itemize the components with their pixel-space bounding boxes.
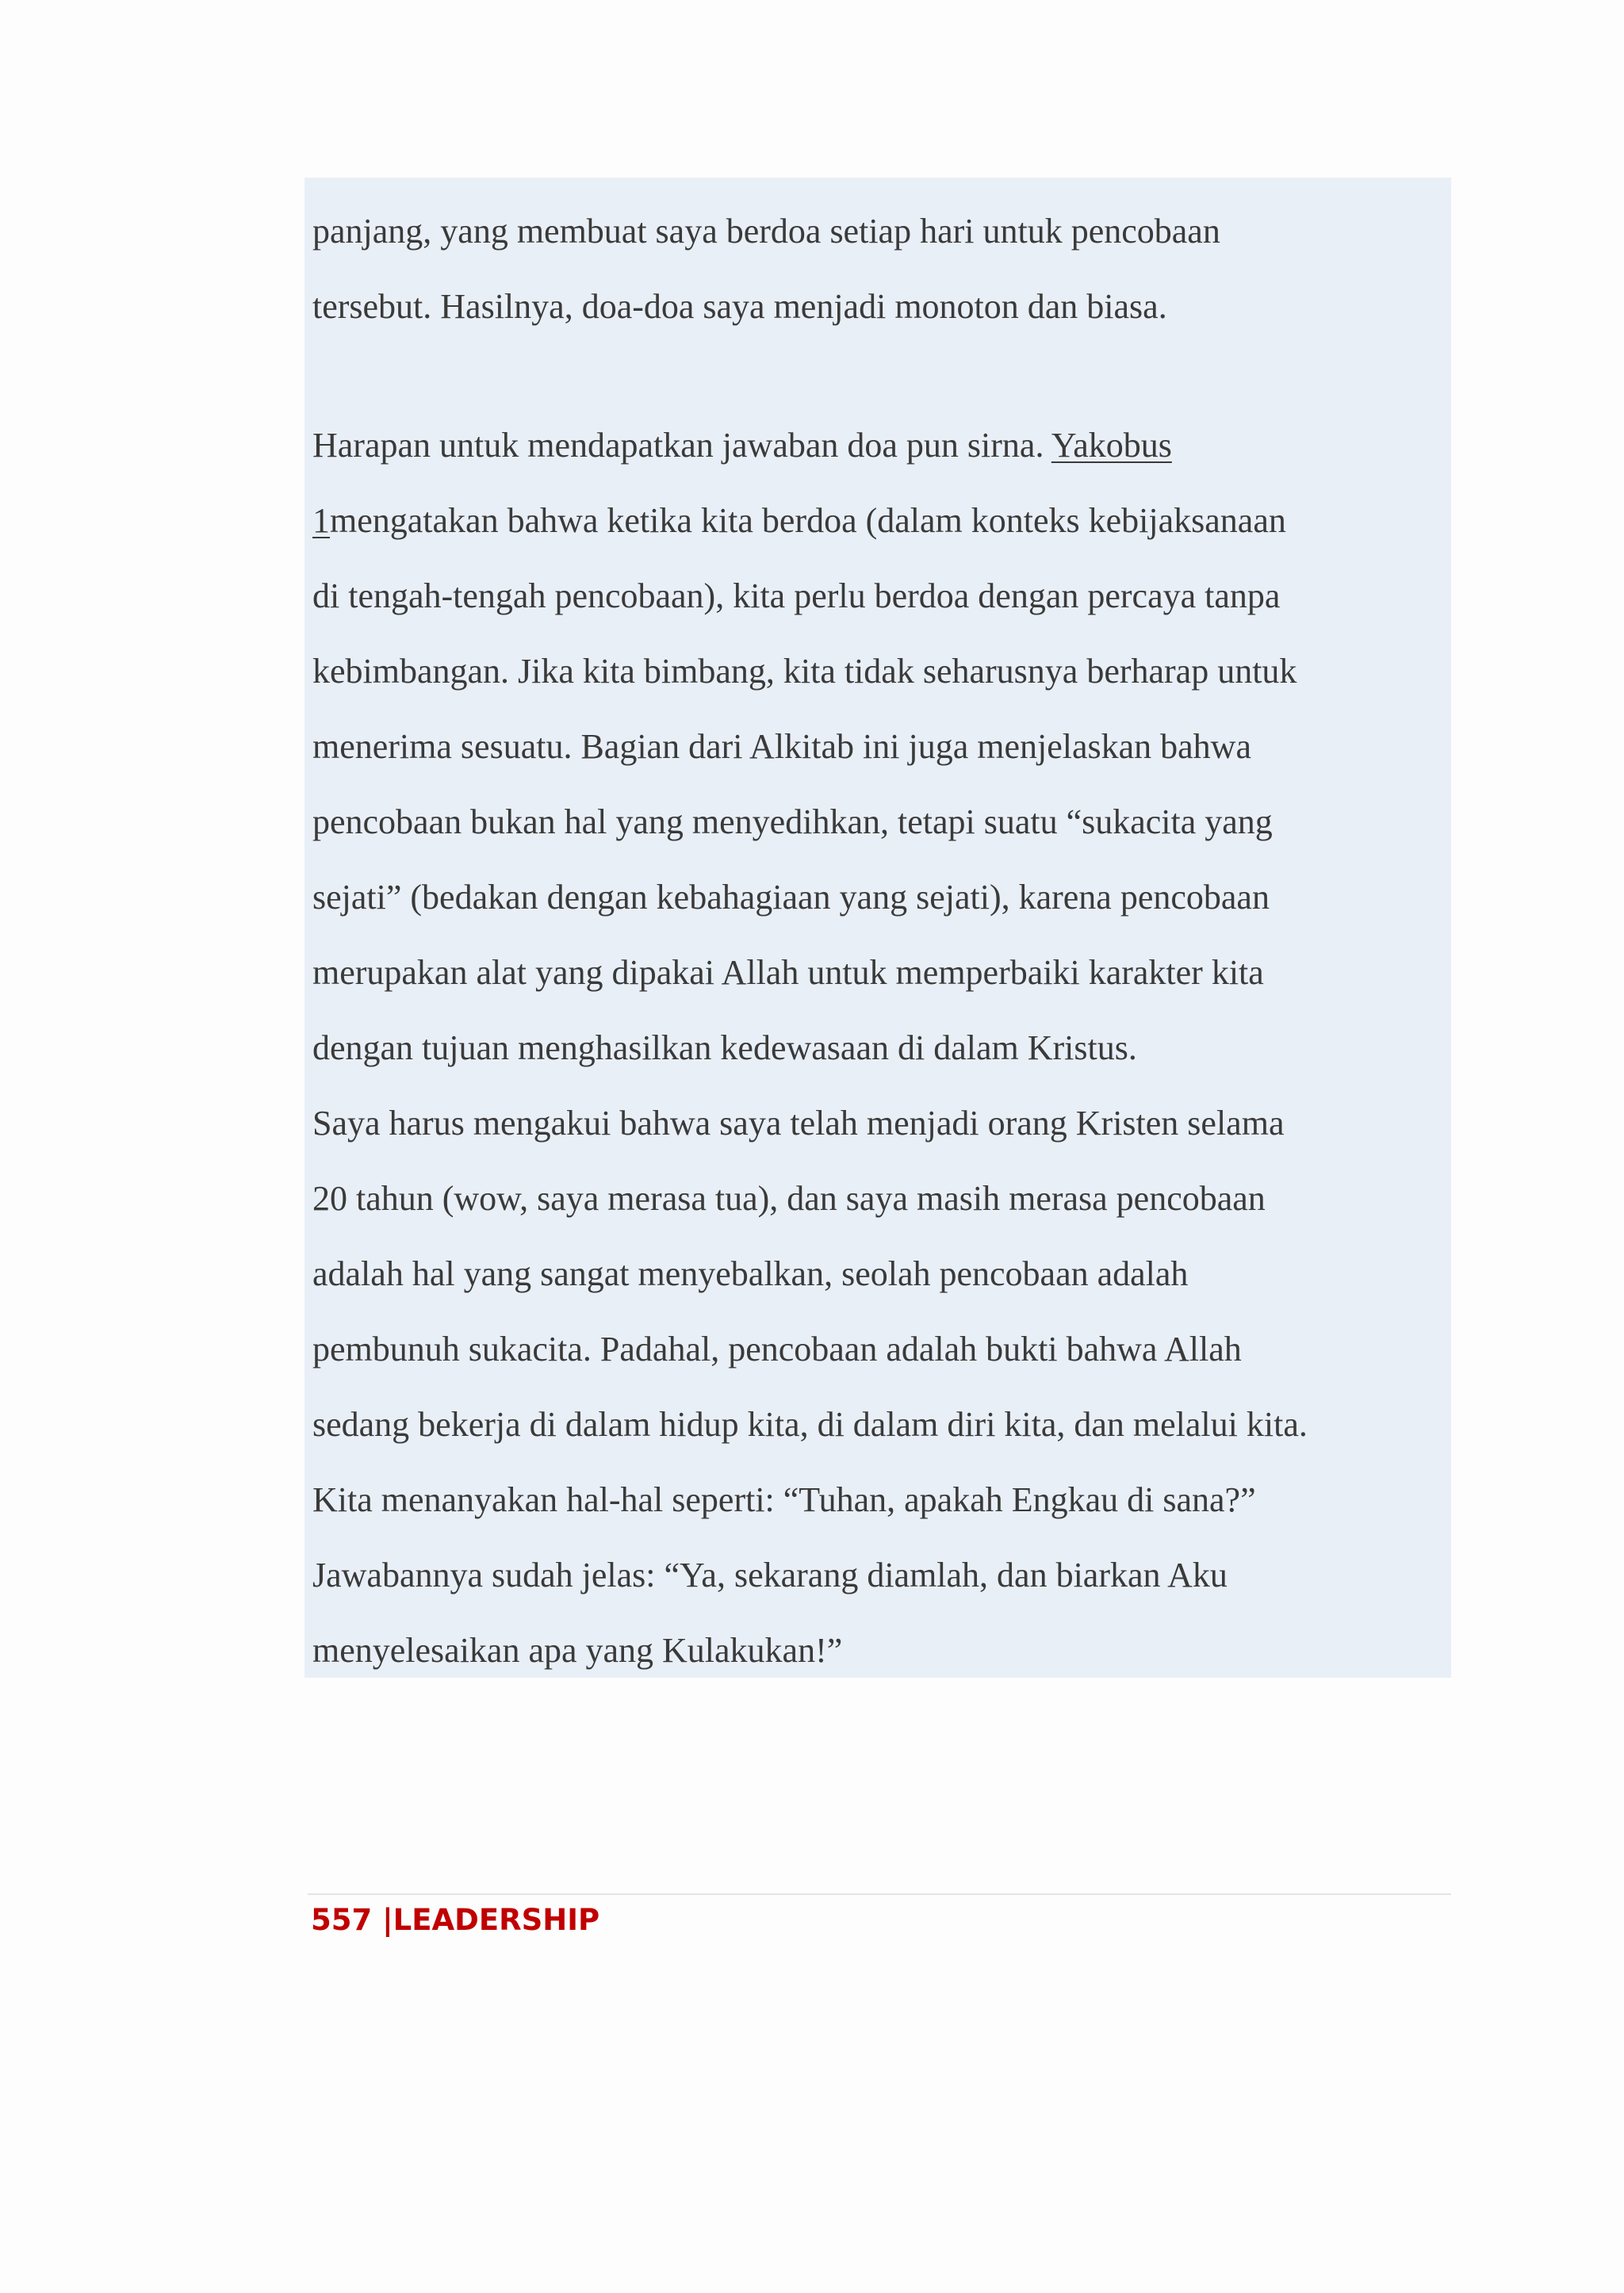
body-line: menerima sesuatu. Bagian dari Alkitab ini juga menjelaskan bahwa <box>312 727 1251 766</box>
body-line: Saya harus mengakui bahwa saya telah menjadi orang Kristen selama <box>312 1104 1285 1143</box>
body-line: Jawabannya sudah jelas: “Ya, sekarang diamlah, dan biarkan Aku <box>312 1556 1228 1594</box>
yakobus-link-continued[interactable]: 1 <box>312 501 330 540</box>
body-line: Kita menanyakan hal-hal seperti: “Tuhan, apakah Engkau di sana?” <box>312 1480 1256 1519</box>
body-line <box>312 423 1172 468</box>
body-line: dengan tujuan menghasilkan kedewasaan di dalam Kristus. <box>312 1028 1137 1067</box>
body-line: 20 tahun (wow, saya merasa tua), dan saya masih merasa pencobaan <box>312 1179 1266 1218</box>
body-line: kebimbangan. Jika kita bimbang, kita tidak seharusnya berharap untuk <box>312 652 1297 691</box>
footer-divider <box>308 1893 1451 1895</box>
body-line: panjang, yang membuat saya berdoa setiap hari untuk pencobaan <box>312 212 1220 251</box>
body-line <box>312 499 1286 543</box>
body-line: pencobaan bukan hal yang menyedihkan, tetapi suatu “sukacita yang <box>312 802 1273 841</box>
body-line: sejati” (bedakan dengan kebahagiaan yang sejati), karena pencobaan <box>312 878 1270 917</box>
yakobus-link[interactable]: Yakobus <box>1051 426 1172 465</box>
body-line-text: Harapan untuk mendapatkan jawaban doa pun sirna. <box>312 426 1051 465</box>
body-line: di tengah-tengah pencobaan), kita perlu berdoa dengan percaya tanpa <box>312 576 1281 615</box>
body-line: pembunuh sukacita. Padahal, pencobaan adalah bukti bahwa Allah <box>312 1330 1242 1369</box>
body-line-text: mengatakan bahwa ketika kita berdoa (dalam konteks kebijaksanaan <box>330 501 1286 540</box>
page-footer: 557 |LEADERSHIP <box>311 1903 600 1937</box>
body-line: tersebut. Hasilnya, doa-doa saya menjadi monoton dan biasa. <box>312 287 1167 326</box>
body-line: menyelesaikan apa yang Kulakukan!” <box>312 1631 843 1670</box>
text-block <box>304 178 1451 1678</box>
body-line: adalah hal yang sangat menyebalkan, seolah pencobaan adalah <box>312 1254 1189 1293</box>
body-line: merupakan alat yang dipakai Allah untuk memperbaiki karakter kita <box>312 953 1264 992</box>
body-line: sedang bekerja di dalam hidup kita, di dalam diri kita, dan melalui kita. <box>312 1405 1308 1444</box>
